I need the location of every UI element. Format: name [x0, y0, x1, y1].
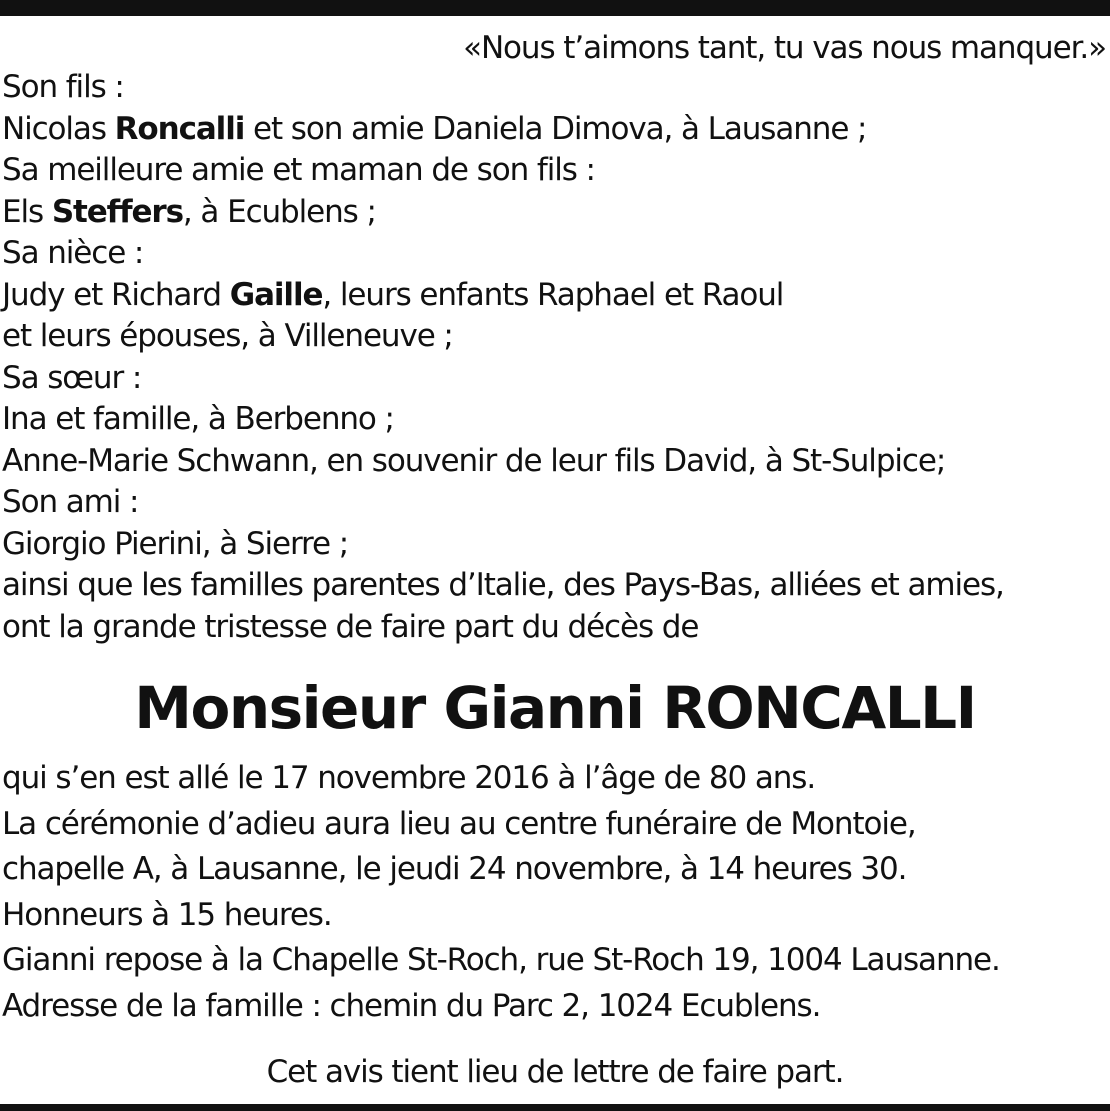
deceased-name: Monsieur Gianni RONCALLI: [134, 674, 976, 742]
family-text: Son ami :: [2, 484, 139, 520]
family-line: [2, 524, 1004, 566]
family-line: [2, 109, 1004, 151]
family-surname: Steffers: [51, 193, 183, 230]
family-text: , à Ecublens ;: [182, 193, 376, 230]
family-text: et son amie Daniela Dimova, à Lausanne ;: [244, 110, 867, 147]
family-text: Son fils :: [2, 69, 124, 105]
detail-line: qui s’en est allé le 17 novembre 2016 à l’âge de 80 ans.: [2, 760, 816, 796]
family-line: [2, 399, 1004, 441]
detail-line: chapelle A, à Lausanne, le jeudi 24 novembre, à 14 heures 30.: [2, 851, 907, 887]
family-surname: Gaille: [229, 276, 323, 313]
family-text: Nicolas: [2, 110, 115, 147]
family-text: ainsi que les familles parentes d’Italie, des Pays-Bas, alliées et amies,: [2, 567, 1004, 603]
family-text: Sa meilleure amie et maman de son fils :: [2, 152, 595, 188]
family-text: Els: [2, 193, 52, 230]
family-list: [2, 67, 1004, 648]
family-line: [2, 192, 1004, 234]
family-line: [2, 565, 1004, 607]
family-line: [2, 150, 1004, 192]
closing-note: Cet avis tient lieu de lettre de faire part.: [266, 1054, 844, 1090]
family-line: [2, 607, 1004, 649]
detail-line: Honneurs à 15 heures.: [2, 896, 332, 933]
ceremony-details: [2, 756, 1000, 1029]
bottom-rule: [0, 1104, 1110, 1111]
family-line: [2, 482, 1004, 524]
family-line: [2, 67, 1004, 109]
family-text: Judy et Richard: [2, 276, 230, 313]
family-line: [2, 275, 1004, 317]
family-surname: Roncalli: [114, 110, 245, 147]
family-text: Sa sœur :: [2, 359, 142, 396]
family-line: [2, 358, 1004, 400]
family-text: Ina et famille, à Berbenno ;: [2, 401, 394, 437]
family-text: Giorgio Pierini, à Sierre ;: [2, 525, 349, 562]
family-text: Sa nièce :: [2, 235, 144, 271]
family-line: [2, 441, 1004, 483]
detail-line: La cérémonie d’adieu aura lieu au centre funéraire de Montoie,: [2, 805, 916, 842]
family-text: et leurs épouses, à Villeneuve ;: [2, 318, 453, 354]
top-rule: [0, 0, 1110, 16]
family-line: [2, 316, 1004, 358]
detail-line: Gianni repose à la Chapelle St-Roch, rue St-Roch 19, 1004 Lausanne.: [2, 942, 1000, 978]
epigraph-quote: «Nous t’aimons tant, tu vas nous manquer.»: [463, 30, 1106, 66]
detail-line: Adresse de la famille : chemin du Parc 2, 1024 Ecublens.: [2, 987, 821, 1024]
family-line: [2, 233, 1004, 275]
family-text: ont la grande tristesse de faire part du décès de: [2, 608, 699, 645]
family-text: Anne-Marie Schwann, en souvenir de leur fils David, à St-Sulpice;: [2, 442, 946, 479]
family-text: , leurs enfants Raphael et Raoul: [322, 276, 784, 313]
